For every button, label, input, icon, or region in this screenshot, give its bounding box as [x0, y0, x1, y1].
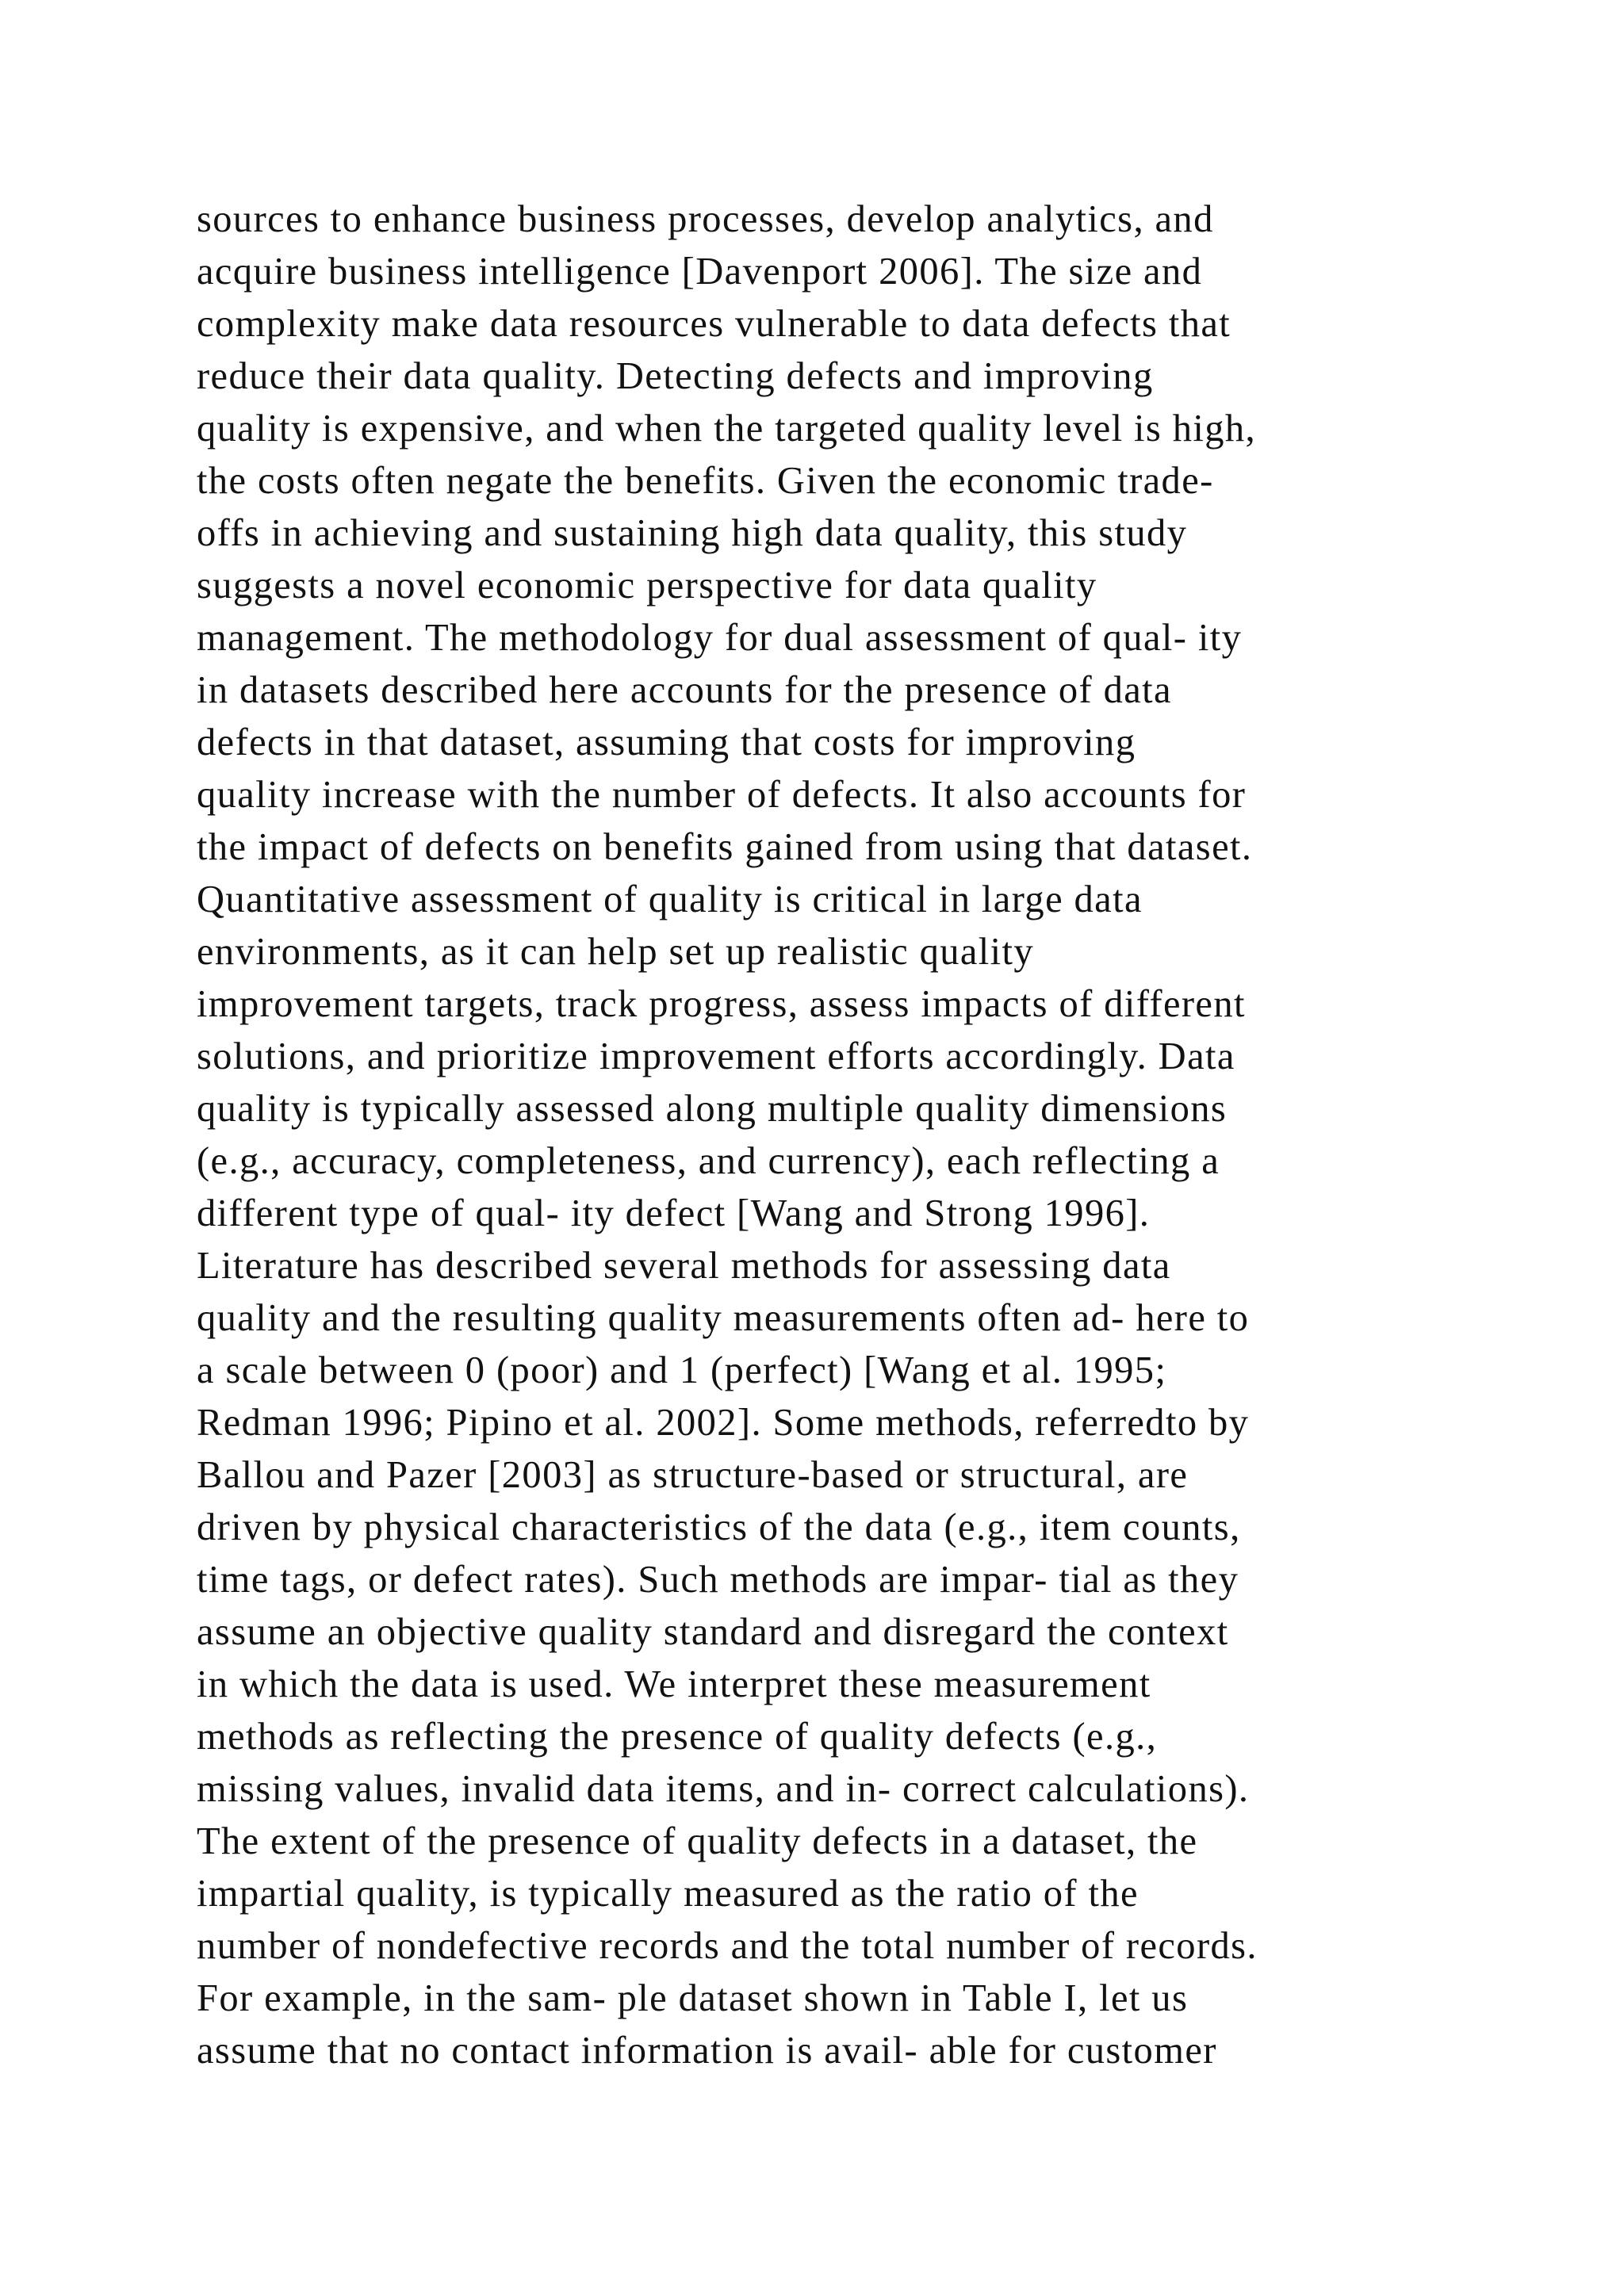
text-line: missing values, invalid data items, and in- correct calculations).	[197, 1768, 1250, 1810]
text-line: management. The methodology for dual assessment of qual- ity	[197, 617, 1243, 659]
text-line: environments, as it can help set up realistic quality	[197, 931, 1035, 973]
text-line: a scale between 0 (poor) and 1 (perfect) [Wang et al. 1995;	[197, 1349, 1167, 1391]
text-line: quality is expensive, and when the targeted quality level is high,	[197, 408, 1257, 450]
text-line: sources to enhance business processes, develop analytics, and	[197, 198, 1214, 240]
text-line: For example, in the sam- ple dataset shown in Table I, let us	[197, 1977, 1189, 2019]
text-line: quality and the resulting quality measurements often ad- here to	[197, 1297, 1250, 1339]
text-line: driven by physical characteristics of the data (e.g., item counts,	[197, 1506, 1241, 1548]
text-line: (e.g., accuracy, completeness, and currency), each reflecting a	[197, 1140, 1220, 1182]
text-line: quality increase with the number of defects. It also accounts for	[197, 774, 1247, 816]
text-line: suggests a novel economic perspective for data quality	[197, 564, 1097, 607]
text-line: in which the data is used. We interpret these measurement	[197, 1663, 1151, 1705]
text-line: the costs often negate the benefits. Given the economic trade-	[197, 460, 1214, 502]
text-line: offs in achieving and sustaining high data quality, this study	[197, 512, 1188, 554]
text-line: solutions, and prioritize improvement efforts accordingly. Data	[197, 1035, 1235, 1077]
text-line: number of nondefective records and the total number of records.	[197, 1925, 1258, 1967]
text-line: quality is typically assessed along multiple quality dimensions	[197, 1088, 1228, 1130]
text-line: different type of qual- ity defect [Wang and Strong 1996].	[197, 1192, 1151, 1234]
text-line: Literature has described several methods for assessing data	[197, 1245, 1171, 1287]
text-line: assume an objective quality standard and disregard the context	[197, 1611, 1229, 1653]
text-line: Quantitative assessment of quality is critical in large data	[197, 878, 1143, 920]
text-line: acquire business intelligence [Davenport 2006]. The size and	[197, 251, 1203, 293]
text-line: impartial quality, is typically measured as the ratio of the	[197, 1873, 1139, 1915]
text-line: improvement targets, track progress, assess impacts of different	[197, 983, 1246, 1025]
text-line: time tags, or defect rates). Such methods are impar- tial as they	[197, 1559, 1239, 1601]
text-line: Redman 1996; Pipino et al. 2002]. Some methods, referredto by	[197, 1402, 1250, 1444]
text-line: The extent of the presence of quality defects in a dataset, the	[197, 1820, 1198, 1862]
text-line: in datasets described here accounts for the presence of data	[197, 669, 1172, 711]
body-text	[197, 193, 1497, 2077]
text-line: methods as reflecting the presence of quality defects (e.g.,	[197, 1716, 1158, 1758]
text-line: defects in that dataset, assuming that costs for improving	[197, 721, 1136, 763]
text-line: reduce their data quality. Detecting defects and improving	[197, 355, 1154, 397]
text-line: assume that no contact information is avail- able for customer	[197, 2030, 1217, 2072]
text-line: the impact of defects on benefits gained from using that dataset.	[197, 826, 1253, 868]
text-line: complexity make data resources vulnerable to data defects that	[197, 303, 1231, 345]
text-line: Ballou and Pazer [2003] as structure-based or structural, are	[197, 1454, 1189, 1496]
